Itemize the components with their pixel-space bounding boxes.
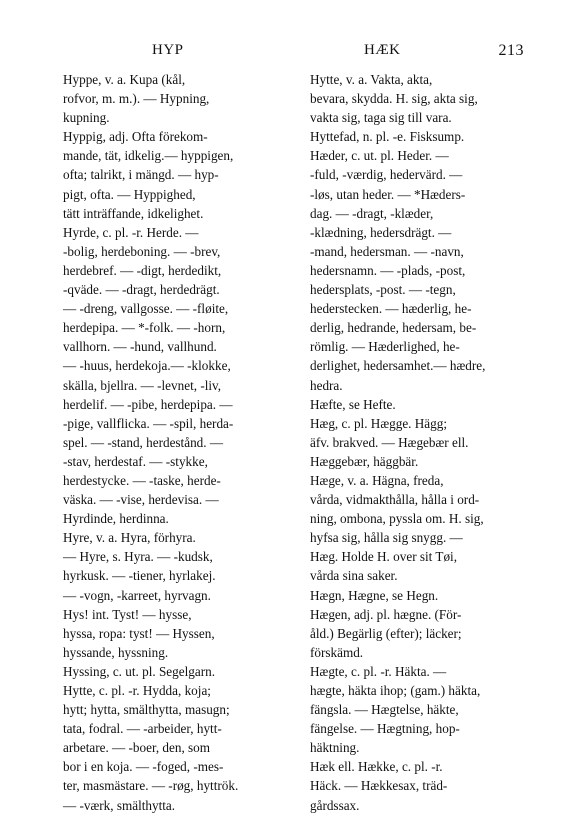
- dictionary-line: herdestycke. — -taske, herde-: [63, 472, 221, 488]
- dictionary-line: kupning.: [63, 110, 110, 126]
- dictionary-line: — -værk, smälthytta.: [63, 797, 176, 813]
- dictionary-line: herdepipa. — *-folk. — -horn,: [63, 320, 226, 336]
- dictionary-line: Häck. — Hækkesax, träd-: [310, 778, 448, 794]
- dictionary-line: fängsla. — Hægtelse, häkte,: [310, 702, 459, 718]
- dictionary-line: vårda sina saker.: [310, 568, 398, 584]
- dictionary-line: hyfsa sig, hålla sig snygg. —: [310, 530, 463, 546]
- page-number: 213: [498, 42, 524, 59]
- dictionary-line: hyssande, hyssning.: [63, 644, 169, 660]
- dictionary-line: förskämd.: [310, 644, 364, 660]
- dictionary-line: väska. — -vise, herdevisa. —: [63, 492, 219, 508]
- dictionary-line: -klædning, hedersdrägt. —: [310, 224, 452, 240]
- dictionary-line: hyssa, ropa: tyst! — Hyssen,: [63, 625, 215, 641]
- dictionary-line: Hys! int. Tyst! — hysse,: [63, 606, 192, 622]
- right-guide-word: HÆK: [364, 42, 401, 58]
- dictionary-line: Hæk ell. Hække, c. pl. -r.: [310, 759, 443, 775]
- dictionary-line: hedersplats, -post. — -tegn,: [310, 282, 456, 298]
- left-column: [63, 70, 293, 815]
- dictionary-line: hyrkusk. — -tiener, hyrlakej.: [63, 568, 216, 584]
- dictionary-line: Hyssing, c. ut. pl. Segelgarn.: [63, 663, 216, 679]
- dictionary-line: -pige, vallflicka. — -spil, herda-: [63, 415, 234, 431]
- dictionary-line: Hyttefad, n. pl. -e. Fisksump.: [310, 129, 465, 145]
- dictionary-line: Hæg. Holde H. over sit Tøi,: [310, 549, 458, 565]
- dictionary-line: -qväde. — -dragt, herdedrägt.: [63, 282, 220, 298]
- dictionary-line: Hyre, v. a. Hyra, förhyra.: [63, 530, 196, 546]
- dictionary-line: — -vogn, -karreet, hyrvagn.: [63, 587, 211, 603]
- dictionary-line: Hægn, Hægne, se Hegn.: [310, 587, 439, 603]
- dictionary-line: Hyppig, adj. Ofta förekom-: [63, 129, 208, 145]
- dictionary-line: — -dreng, vallgosse. — -fløite,: [63, 301, 229, 317]
- dictionary-line: Hyppe, v. a. Kupa (kål,: [63, 72, 186, 87]
- left-guide-word: HYP: [152, 42, 184, 58]
- dictionary-line: mande, tät, idkelig.— hyppigen,: [63, 148, 234, 164]
- dictionary-line: gårdssax.: [310, 797, 360, 813]
- dictionary-line: -bolig, herdeboning. — -brev,: [63, 243, 221, 259]
- dictionary-line: pigt, ofta. — Hyppighed,: [63, 186, 196, 202]
- dictionary-line: -mand, hedersman. — -navn,: [310, 243, 464, 259]
- dictionary-line: Hæder, c. ut. pl. Heder. —: [310, 148, 449, 164]
- dictionary-line: — Hyre, s. Hyra. — -kudsk,: [63, 549, 213, 565]
- dictionary-line: Hæfte, se Hefte.: [310, 396, 396, 412]
- dictionary-line: tätt inträffande, idkelighet.: [63, 205, 204, 221]
- dictionary-line: fängelse. — Hægtning, hop-: [310, 721, 460, 737]
- dictionary-line: hedersnamn. — -plads, -post,: [310, 262, 466, 278]
- dictionary-line: Hægte, c. pl. -r. Häkta. —: [310, 663, 447, 679]
- dictionary-line: åld.) Begärlig (efter); läcker;: [310, 625, 462, 641]
- dictionary-line: vakta sig, taga sig till vara.: [310, 110, 452, 126]
- dictionary-line: bor i en koja. — -foged, -mes-: [63, 759, 224, 775]
- dictionary-line: Hytte, c. pl. -r. Hydda, koja;: [63, 683, 211, 698]
- dictionary-line: häktning.: [310, 740, 360, 756]
- dictionary-line: Hyrde, c. pl. -r. Herde. —: [63, 224, 199, 240]
- dictionary-line: äfv. brakved. — Hægebær ell.: [310, 434, 469, 450]
- dictionary-line: — -huus, herdekoja.— -klokke,: [63, 358, 231, 374]
- dictionary-line: Hyrdinde, herdinna.: [63, 511, 169, 527]
- dictionary-line: rofvor, m. m.). — Hypning,: [63, 91, 210, 107]
- dictionary-line: -løs, utan heder. — *Hæders-: [310, 186, 466, 202]
- dictionary-line: derlig, hedrande, hedersam, be-: [310, 320, 477, 336]
- dictionary-line: tata, fodral. — -arbeider, hytt-: [63, 721, 222, 737]
- dictionary-line: derlighet, hedersamhet.— hædre,: [310, 358, 486, 374]
- dictionary-line: Hæggebær, häggbär.: [310, 453, 419, 469]
- dictionary-line: ter, masmästare. — -røg, hyttrök.: [63, 778, 239, 794]
- dictionary-line: hytt; hytta, smälthytta, masugn;: [63, 702, 230, 718]
- dictionary-line: Hæge, v. a. Hägna, freda,: [310, 472, 444, 488]
- dictionary-line: Hytte, v. a. Vakta, akta,: [310, 72, 433, 87]
- dictionary-line: vallhorn. — -hund, vallhund.: [63, 339, 217, 355]
- dictionary-line: -stav, herdestaf. — -stykke,: [63, 453, 208, 469]
- dictionary-line: vårda, vidmakthålla, hålla i ord-: [310, 492, 480, 508]
- page-header: [62, 42, 524, 64]
- dictionary-line: dag. — -dragt, -klæder,: [310, 205, 434, 221]
- dictionary-line: herdelif. — -pibe, herdepipa. —: [63, 396, 233, 412]
- dictionary-line: skälla, bjellra. — -levnet, -liv,: [63, 377, 222, 393]
- dictionary-line: arbetare. — -boer, den, som: [63, 740, 211, 756]
- dictionary-line: hederstecken. — hæderlig, he-: [310, 301, 472, 317]
- dictionary-line: ofta; talrikt, i mängd. — hyp-: [63, 167, 219, 183]
- dictionary-line: -fuld, -værdig, hedervärd. —: [310, 167, 463, 183]
- dictionary-line: Hæg, c. pl. Hægge. Hägg;: [310, 415, 447, 431]
- dictionary-line: bevara, skydda. H. sig, akta sig,: [310, 91, 478, 107]
- dictionary-line: römlig. — Hæderlighed, he-: [310, 339, 460, 355]
- dictionary-line: hedra.: [310, 377, 343, 393]
- right-column: [310, 70, 528, 815]
- dictionary-line: hægte, häkta ihop; (gam.) häkta,: [310, 683, 481, 698]
- dictionary-line: spel. — -stand, herdestånd. —: [63, 434, 224, 450]
- dictionary-line: ning, ombona, pyssla om. H. sig,: [310, 511, 484, 527]
- dictionary-line: herdebref. — -digt, herdedikt,: [63, 262, 222, 278]
- dictionary-line: Hægen, adj. pl. hægne. (För-: [310, 606, 462, 622]
